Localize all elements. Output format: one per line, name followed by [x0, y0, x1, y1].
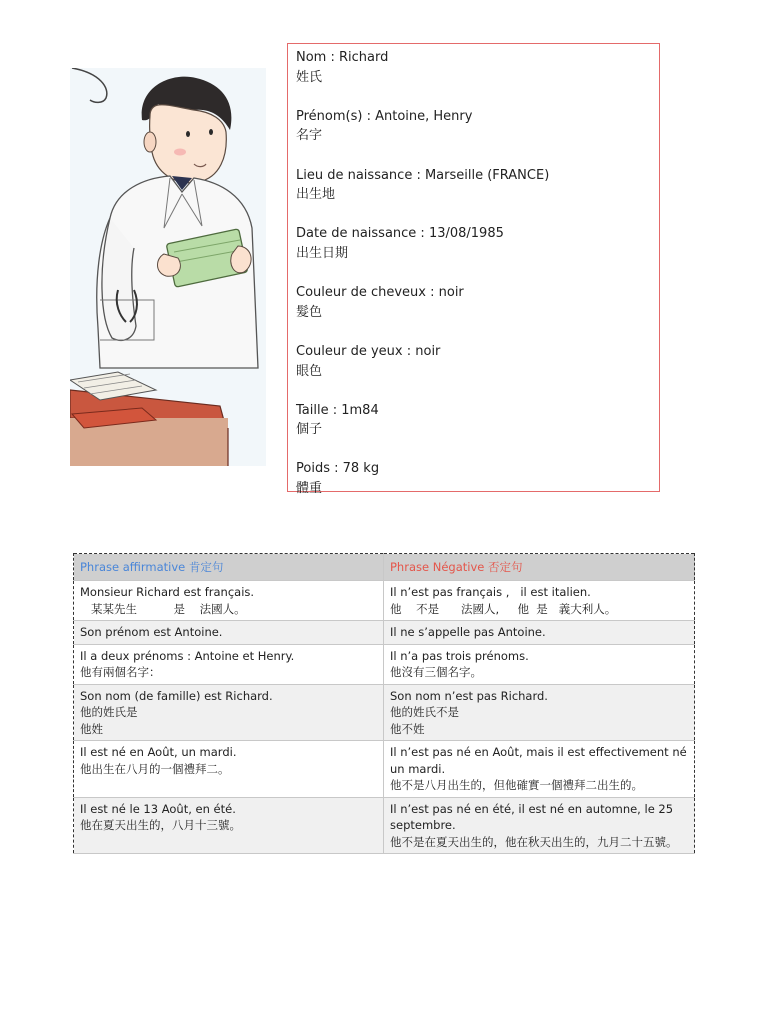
affirmative-cell — [74, 644, 384, 684]
field-translation: 體重 — [296, 481, 323, 497]
negative-cell — [384, 621, 695, 645]
cell-text: Il ne s’appelle pas Antoine. — [390, 625, 546, 639]
field-label: Prénom(s) : Antoine, Henry — [296, 108, 473, 124]
field-label: Nom : Richard — [296, 50, 389, 65]
field-translation: 髮色 — [296, 304, 323, 320]
cell-translation: 他 不是 法國人, 他 是 義大利人。 — [390, 601, 617, 616]
negative-cell — [384, 684, 695, 741]
cell-translation: 他的姓氏是 — [80, 705, 138, 719]
field-translation: 姓氏 — [296, 69, 323, 85]
negative-cell — [384, 581, 695, 621]
cell-translation: 他出生在八月的一個禮拜二。 — [80, 761, 230, 776]
field-translation: 名字 — [296, 128, 323, 144]
cell-text: Il n’est pas né en été, il est né en automne, le 25 septembre. — [390, 801, 674, 832]
negative-cell — [384, 741, 695, 798]
cell-translation: 他沒有三個名字。 — [390, 665, 482, 679]
table-row — [74, 684, 695, 741]
field-label: Lieu de naissance : Marseille (FRANCE) — [296, 167, 550, 183]
field-label: Couleur de yeux : noir — [296, 343, 441, 359]
table-row — [74, 581, 695, 621]
cell-translation: 他有兩個名字： — [80, 665, 161, 679]
cell-text: Il n’est pas né en Août, mais il est effectivement né un mardi. — [390, 745, 687, 776]
cell-translation: 他不姓 — [390, 721, 425, 736]
field-label: Taille : 1m84 — [296, 402, 379, 418]
field-lieu-naissance — [296, 166, 651, 205]
negative-cell — [384, 797, 695, 854]
field-yeux — [296, 342, 651, 381]
field-taille — [296, 401, 651, 440]
cell-text: Son nom (de famille) est Richard. — [80, 688, 273, 703]
cell-translation: 他不是在夏天出生的，他在秋天出生的，九月二十五號。 — [390, 834, 678, 849]
affirmative-cell — [74, 797, 384, 854]
cell-text: Monsieur Richard est français. — [80, 585, 255, 599]
affirmative-cell — [74, 621, 384, 645]
header-affirmative: Phrase affirmative 肯定句 — [74, 554, 384, 581]
field-nom — [296, 48, 651, 87]
field-label: Couleur de cheveux : noir — [296, 285, 464, 301]
man-with-book-illustration — [70, 68, 266, 466]
cell-text: Il est né en Août, un mardi. — [80, 745, 237, 759]
field-translation: 個子 — [296, 422, 323, 438]
header-negative: Phrase Négative 否定句 — [384, 554, 695, 581]
cell-text: Il est né le 13 Août, en été. — [80, 801, 236, 816]
negative-cell — [384, 644, 695, 684]
field-translation: 眼色 — [296, 363, 323, 379]
cell-translation: 他的姓氏不是 — [390, 705, 459, 719]
cell-translation: 他姓 — [80, 721, 103, 736]
affirmative-negative-table — [73, 553, 695, 854]
cell-text: Son prénom est Antoine. — [80, 625, 223, 639]
field-label: Date de naissance : 13/08/1985 — [296, 226, 504, 242]
field-cheveux — [296, 283, 651, 322]
cell-text: Son nom n’est pas Richard. — [390, 688, 548, 703]
table-header-row — [74, 554, 695, 581]
cell-translation: 某某先生 是 法國人。 — [80, 601, 246, 616]
field-translation: 出生日期 — [296, 245, 349, 261]
cell-text: Il a deux prénoms : Antoine et Henry. — [80, 648, 295, 663]
field-date-naissance — [296, 224, 651, 263]
cell-text: Il n’a pas trois prénoms. — [390, 648, 529, 663]
field-label: Poids : 78 kg — [296, 461, 380, 477]
table-row — [74, 741, 695, 798]
table-row — [74, 621, 695, 645]
field-translation: 出生地 — [296, 187, 336, 203]
cell-translation: 他不是八月出生的，但他確實一個禮拜二出生的。 — [390, 778, 643, 792]
table-row — [74, 797, 695, 854]
affirmative-cell — [74, 741, 384, 798]
affirmative-cell — [74, 581, 384, 621]
identity-card — [287, 43, 660, 497]
cell-text: Il n’est pas français , il est italien. — [390, 585, 591, 599]
field-prenom — [296, 107, 651, 146]
affirmative-cell — [74, 684, 384, 741]
field-poids — [296, 459, 651, 498]
cell-translation: 他在夏天出生的，八月十三號。 — [80, 818, 241, 832]
table-row — [74, 644, 695, 684]
